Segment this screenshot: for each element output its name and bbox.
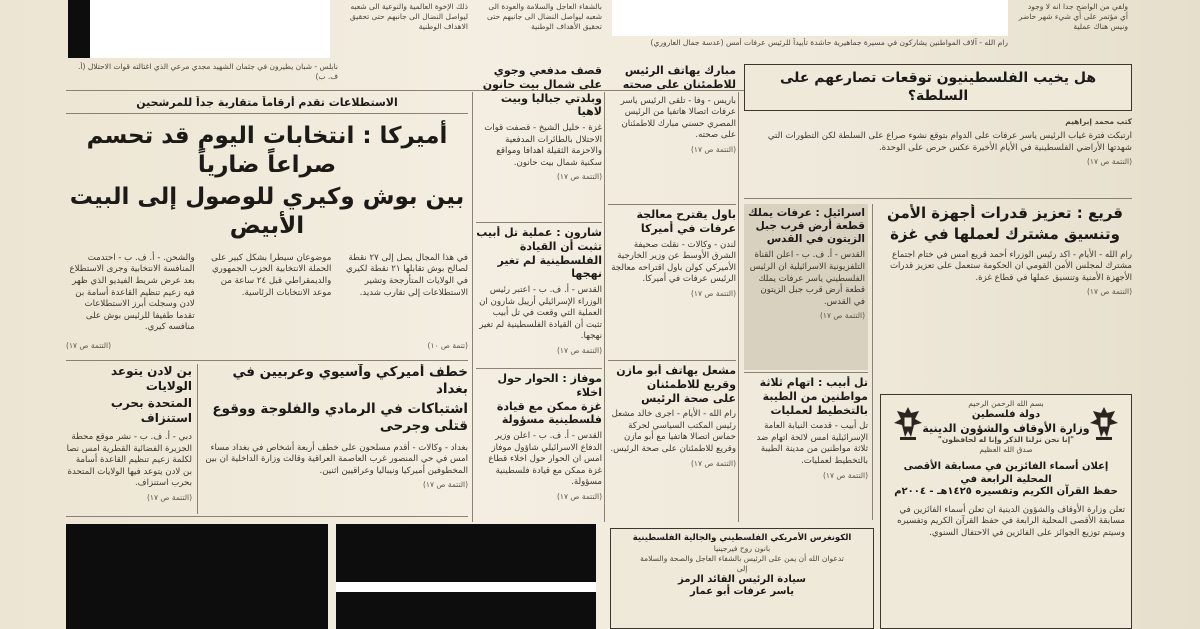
authority-headline: هل يخيب الفلسطينيون توقعات تصارعهم على السلطة؟ bbox=[744, 64, 1132, 111]
mashal-headline-2: وقريع للاطمئنان bbox=[646, 377, 736, 391]
israel-land-article bbox=[744, 204, 868, 370]
awqaf-title-1: إعلان أسماء الفائزين في مسابقة الأقصى المحلية الرابعة في bbox=[903, 461, 1109, 485]
authority-article bbox=[744, 64, 1132, 194]
divider-kidnap bbox=[197, 364, 198, 514]
top-right-text bbox=[1018, 2, 1128, 52]
awqaf-verse: "إنا نحن نزلنا الذكر وإنا له لحافظون" bbox=[937, 435, 1075, 445]
redaction-white-top-center bbox=[612, 0, 1008, 36]
shelling-headline-3: وبلدتي جباليا وبيت لاهيا bbox=[500, 91, 602, 119]
redaction-white-top-left bbox=[90, 0, 330, 58]
qurei-continued: (التتمة ص ١٧) bbox=[1086, 287, 1132, 297]
divider-mubarak bbox=[608, 204, 736, 205]
redaction-white-bottom-stripe bbox=[336, 582, 596, 592]
telaviv-body: تل أبيب - قدمت النيابة العامة الإسرائيلية امس لائحة اتهام ضد ثلاثة مواطنين من مدينة الطيبة بالتخطيط لعمليات. bbox=[756, 421, 868, 467]
mashal-headline-1: مشعل يهاتف أبو مازن bbox=[616, 364, 736, 377]
divider-col-c bbox=[738, 92, 739, 522]
sharon-headline-3: الفلسطينية لم تغير نهجها bbox=[497, 253, 602, 281]
shelling-article bbox=[476, 64, 602, 220]
sharon-headline-1: شارون : عملية تل أبيب bbox=[476, 226, 602, 239]
lead-kicker: الاستطلاعات تقدم أرقاماً متقاربة جداً للمرشحين bbox=[66, 96, 468, 114]
awqaf-notice bbox=[880, 394, 1132, 629]
divider-lower-left bbox=[66, 516, 468, 517]
top-right-text-content: ولفي من الواضح جدا انه لا وجود أي مؤتمر على أي شيء شهر حاضر ونيس هناك عملية bbox=[1018, 2, 1128, 31]
redaction-black-top-left bbox=[68, 0, 90, 58]
caption-nablus-credit: (أ. ف. ب) bbox=[78, 62, 338, 81]
shelling-headline-2: على شمال بيت حانون bbox=[482, 77, 602, 91]
lead-article bbox=[66, 96, 468, 358]
kidnap-article bbox=[200, 364, 468, 514]
mofaz-headline-1: موفاز : الحوار حول اخلاء bbox=[497, 372, 602, 399]
powell-headline-2: عرفات في أميركا bbox=[640, 221, 736, 235]
kidnap-body: بغداد - وكالات - أقدم مسلحون على خطف أربعة أشخاص في بغداد مساء امس في حي المنصور غرب العاصمة العراقية وقالت وزارة الداخلية ان بين المخطوفين أميركيا ونيباليا وعراقيين اثنين. bbox=[205, 442, 468, 476]
powell-body: لندن - وكالات - نقلت صحيفة الشرق الأوسط عن وزير الخارجية الأميركي كولن باول اقتراحه معالجة الرئيس عرفات في أميركا. bbox=[611, 239, 736, 285]
sharon-article bbox=[476, 226, 602, 366]
lead-col-2-text: موضوعان سيطرا بشكل كبير على الحملة الانتخابية الحزب الجمهوري والديمقراطي قبل ٢٤ ساعة من موعد الانتخابات الرئاسية. bbox=[211, 252, 332, 298]
congress-notice bbox=[610, 528, 874, 629]
telaviv-headline-1: تل أبيب : اتهام ثلاثة bbox=[759, 376, 868, 389]
telaviv-article bbox=[744, 376, 868, 518]
divider-shelling bbox=[476, 222, 602, 223]
lead-col-2 bbox=[203, 253, 332, 334]
mofaz-continued: (التتمة ص ١٧) bbox=[556, 491, 602, 501]
authority-continued: (التتمة ص ١٧) bbox=[1086, 157, 1132, 167]
mofaz-headline-2: غزة ممكن مع قيادة bbox=[496, 399, 602, 413]
congress-line-6: ياسر عرفات أبو عمار bbox=[690, 586, 794, 598]
divider-authority bbox=[744, 198, 1132, 199]
israel-land-continued: (التتمة ص ١٧) bbox=[819, 311, 865, 321]
lead-col-3-text: في هذا المجال يصل إلى ٢٧ نقطة لصالح بوش تقابلها ٢١ نقطة لكيري في الولايات المتأرجحة وتشير الاستطلاعات إلى تقارب شديد. bbox=[345, 252, 468, 298]
awqaf-title-2: حفظ القرآن الكريم وتفسيره ١٤٢٥هـ - ٢٠٠٤م bbox=[894, 486, 1118, 498]
lead-credit: (تتمة ص ١٠) bbox=[427, 340, 468, 350]
awqaf-basmala: بسم الله الرحمن الرحيم bbox=[968, 399, 1044, 408]
mofaz-body: القدس - أ. ف. ب - اعلن وزير الدفاع الاسرائيلي شاؤول موفاز امس ان الحوار حول اخلاء قطاع غزة ممكن مع قيادة فلسطينية مسؤولة. bbox=[488, 431, 602, 488]
binladen-continued: (التتمة ص ١٧) bbox=[146, 492, 192, 502]
congress-line-4: إلى bbox=[736, 563, 748, 573]
mashal-continued: (التتمة ص ١٧) bbox=[690, 458, 736, 468]
lead-continued: (التتمة ص ١٧) bbox=[66, 340, 112, 350]
israel-land-headline-2: قطعة أرض قرب جبل bbox=[755, 220, 865, 233]
mubarak-headline-2: للاطمئنان على صحته bbox=[622, 77, 736, 91]
divider-right-inner bbox=[872, 204, 873, 520]
divider-sharon bbox=[476, 368, 602, 369]
caption-ramallah bbox=[612, 38, 1008, 52]
eagle-emblem-left-icon bbox=[891, 403, 925, 443]
redaction-black-bottom-center-2 bbox=[336, 592, 596, 629]
authority-byline: كتب محمد إبراهيم bbox=[1065, 117, 1132, 126]
caption-ramallah-text: رام الله - آلاف المواطنين يشاركون في مسيرة جماهيرية حاشدة تأييداً للرئيس عرفات أمس bbox=[725, 38, 1008, 47]
mashal-headline-3: على صحة الرئيس bbox=[641, 391, 736, 405]
mubarak-continued: (التتمة ص ١٧) bbox=[690, 144, 736, 154]
mubarak-article bbox=[608, 64, 736, 202]
redaction-black-bottom-center bbox=[336, 524, 596, 582]
qurei-headline-1: قريع : تعزيز قدرات أجهزة الأمن bbox=[886, 204, 1123, 222]
sharon-headline-2: تثبت أن القيادة bbox=[519, 239, 602, 253]
redaction-black-bottom-left bbox=[66, 524, 328, 629]
divider-powell bbox=[608, 360, 736, 361]
powell-headline-1: باول يقترح معالجة bbox=[636, 208, 736, 221]
israel-land-headline-3: الزيتون في القدس bbox=[766, 233, 865, 246]
caption-nablus-text: نابلس - شبان يطيرون في جثمان الشهيد مجدي مرعي الذي اغتالته قوات الاحتلال bbox=[87, 62, 338, 71]
telaviv-headline-2: مواطنين من الطيبة bbox=[762, 389, 868, 403]
qurei-body: رام الله - الأيام - اكد رئيس الوزراء أحمد قريع امس في ختام اجتماع مشترك لمجلس الأمن القومي ان الحكومة ستعمل على تعزيز قدرات الأجهزة الأمنية وتنسيق عملها في قطاع غزة. bbox=[889, 249, 1132, 283]
congress-line-3: تدعوان الله أن يمن على الرئيس بالشفاء العاجل والصحة والسلامة bbox=[640, 553, 844, 563]
kidnap-headline-1: خطف أميركي وآسيوي وعربيين في بغداد bbox=[232, 364, 468, 397]
mofaz-article bbox=[476, 372, 602, 518]
caption-nablus bbox=[68, 62, 338, 86]
kidnap-continued: (التتمة ص ١٧) bbox=[422, 480, 468, 490]
awqaf-state: دولة فلسطين bbox=[971, 409, 1041, 420]
shelling-continued: (التتمة ص ١٧) bbox=[556, 172, 602, 182]
qurei-headline-2: وتنسيق مشترك لعملها في غزة bbox=[890, 224, 1120, 243]
congress-line-5: سيادة الرئيس القائد الرمز bbox=[677, 573, 806, 585]
divider-col-b bbox=[604, 92, 605, 522]
binladen-headline-1: بن لادن يتوعد الولايات bbox=[110, 364, 192, 393]
mubarak-headline-1: مبارك يهاتف الرئيس bbox=[624, 64, 736, 77]
powell-article bbox=[608, 208, 736, 358]
top-column-2 bbox=[472, 2, 602, 52]
sharon-continued: (التتمة ص ١٧) bbox=[556, 345, 602, 355]
kidnap-headline-2: اشتباكات في الرمادي والفلوجة ووقوع قتلى وجرحى bbox=[212, 400, 468, 434]
eagle-emblem-right-icon bbox=[1087, 403, 1121, 443]
binladen-article bbox=[66, 364, 192, 514]
top-photo-caption-left bbox=[338, 2, 468, 74]
mashal-body: رام الله - الأيام - اجرى خالد مشعل رئيس المكتب السياسي لحركة حماس اتصالا هاتفيا مع أبو مازن وقريع للاطمئنان على صحة الرئيس. bbox=[610, 409, 736, 455]
divider-col-a bbox=[472, 92, 473, 522]
caption-ramallah-credit: (عدسة جمال العاروري) bbox=[650, 38, 724, 47]
lead-headline-1: أميركا : انتخابات اليوم قد تحسم صراعاً ضارياً bbox=[86, 122, 448, 178]
top-caption-text: ذلك الإخوة العالمية والنوعية الى شعبه ليواصل النضال الى جانبهم حتى تحقيق الاهداف الوطنية bbox=[349, 2, 468, 31]
powell-continued: (التتمة ص ١٧) bbox=[690, 288, 736, 298]
congress-line-1: الكونغرس الأمريكي الفلسطيني والجالية الفلسطينية bbox=[632, 533, 852, 543]
israel-land-headline-1: اسرائيل : عرفات يملك bbox=[748, 207, 865, 219]
shelling-headline-1: قصف مدفعي وجوي bbox=[493, 64, 602, 77]
divider-lead-bottom bbox=[66, 360, 468, 361]
shelling-body: غزة - خليل الشيخ - قصفت قوات الاحتلال بالطائرات المدفعية والاحزمة الثقيلة اهدافا ومواقع سكنية شمال بيت حانون. bbox=[484, 123, 602, 168]
mashal-article bbox=[608, 364, 736, 518]
authority-body: ارتبكت فترة غياب الرئيس ياسر عرفات على الدوام بتوقع نشوء صراع على السلطة لكن التطورات التي شهدتها الأراضي الفلسطينية في الأيام الأخيرة عكس حرص على الوحدة. bbox=[767, 131, 1132, 153]
awqaf-ministry: وزارة الأوقاف والشؤون الدينية bbox=[922, 421, 1090, 435]
telaviv-headline-3: بالتخطيط لعمليات bbox=[770, 403, 868, 417]
telaviv-continued: (التتمة ص ١٧) bbox=[822, 470, 868, 480]
top-col-2-text: بالشفاء العاجل والسلامة والعودة الى شعبه ليواصل النضال الى جانبهم حتى تحقيق الأهداف الوطنية bbox=[486, 2, 602, 31]
sharon-body: القدس - أ. ف. ب - اعتبر رئيس الوزراء الإسرائيلي أرييل شارون ان العملية التي وقعت في تل أبيب تثبت أن القيادة الفلسطينية لم تغير نهجها. bbox=[479, 285, 602, 342]
lead-col-3 bbox=[339, 253, 468, 334]
divider-israel-land bbox=[744, 372, 868, 373]
lead-headline-2: بين بوش وكيري للوصول إلى البيت الأبيض bbox=[69, 184, 465, 239]
israel-land-body: القدس - أ. ف. ب - اعلن القناة التلفزيونية الاسرائيلية ان الرئيس الفلسطيني ياسر عرفات يملك قطعة أرض قرب جبل الزيتون في القدس. bbox=[749, 250, 865, 307]
lead-col-1 bbox=[66, 253, 195, 334]
awqaf-verse-ref: صدق الله العظيم bbox=[979, 445, 1033, 455]
congress-line-2: بانون روح فيرجينيا bbox=[713, 543, 771, 553]
binladen-body: دبي - أ. ف. ب - نشر موقع محطة الجزيرة الفضائية القطرية امس نصا لكلمة زعيم تنظيم القاعدة أسامة بن لادن يتوعد فيها الولايات المتحدة بحرب استنزاف. bbox=[66, 432, 192, 489]
binladen-headline-2: المتحدة بحرب استنزاف bbox=[110, 396, 192, 425]
mofaz-headline-3: فلسطينية مسؤولة bbox=[501, 413, 602, 427]
lead-col-1-text: والشحن. - أ. ف. ب - احتدمت المنافسة الانتخابية وجرى الاستطلاع بعد عرض شريط الفيديو الذي ظهر فيه زعيم تنظيم القاعدة أسامة بن لادن وسجلت أبرز الاستطلاعات تقدما طفيفا للرئيس بوش على منافسه كيري. bbox=[69, 252, 195, 333]
mubarak-body: باريس - وفا - تلقى الرئيس ياسر عرفات اتصالا هاتفيا من الرئيس المصري حسني مبارك للاطمئنان على صحته. bbox=[620, 95, 736, 141]
awqaf-body: تعلن وزارة الأوقاف والشؤون الدينية ان تعلن أسماء الفائزين في مسابقة الأقصى المحلية الرابعة في حفظ القرآن الكريم وتفسيره وسيتم توزيع الجوائز على الفائزين في الاحتفال السنوي. bbox=[897, 504, 1125, 538]
qurei-article bbox=[878, 204, 1132, 384]
